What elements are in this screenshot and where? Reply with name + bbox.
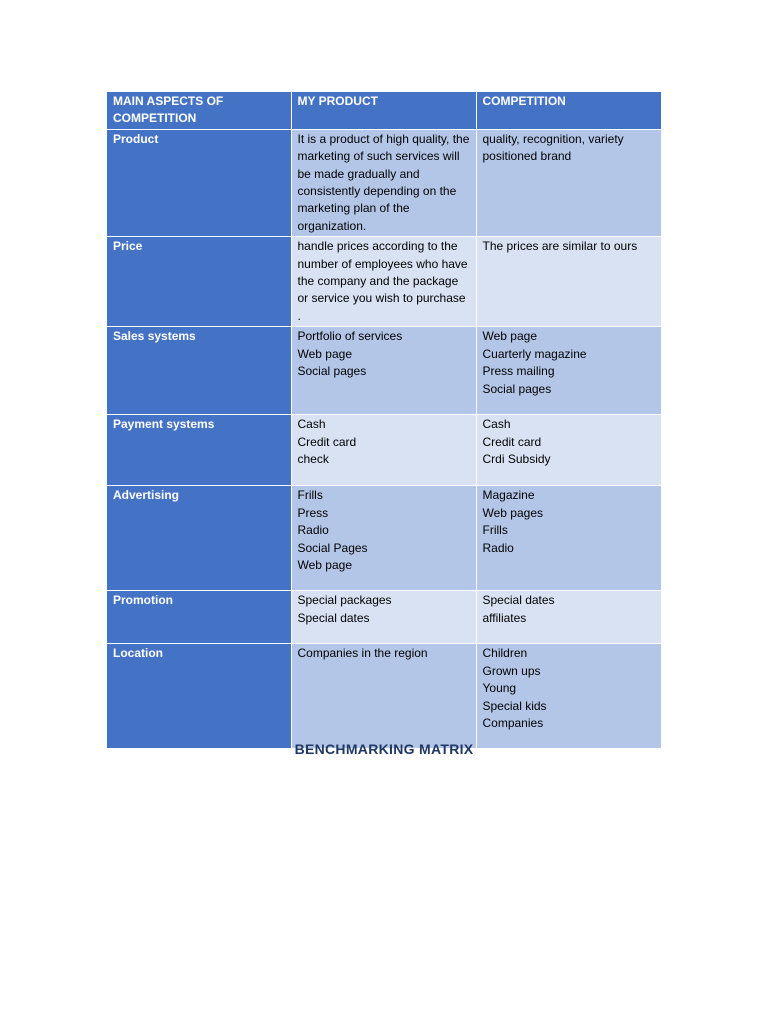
cell-line: Credit card xyxy=(297,434,357,449)
header-competition: COMPETITION xyxy=(476,92,661,129)
cell-line: Special kids xyxy=(482,698,547,713)
my-product-cell xyxy=(291,415,476,486)
my-product-cell xyxy=(291,237,476,327)
cell-line: Press mailing xyxy=(482,364,555,379)
cell-line: Companies xyxy=(482,715,544,730)
cell-line: Frills xyxy=(297,488,323,503)
competition-cell xyxy=(476,129,661,236)
table-row xyxy=(107,415,661,486)
aspect-cell: Price xyxy=(107,237,291,327)
aspect-cell: Advertising xyxy=(107,486,291,591)
my-product-cell xyxy=(291,327,476,415)
cell-line: check xyxy=(297,452,329,467)
cell-text: It is a product of high quality, the marketing of such services will be made gradually and consistently depending on the marketing plan of the organization. xyxy=(297,131,470,233)
table-row xyxy=(107,486,661,591)
aspect-cell: Payment systems xyxy=(107,415,291,486)
cell-line: Social pages xyxy=(297,364,367,379)
cell-line: Press xyxy=(297,505,329,520)
cell-line: Web pages xyxy=(482,505,543,520)
table-row xyxy=(107,644,661,749)
cell-line: Cuarterly magazine xyxy=(482,346,587,361)
table-row xyxy=(107,327,661,415)
cell-line: Web page xyxy=(482,329,537,344)
aspect-cell: Promotion xyxy=(107,591,291,644)
cell-text: The prices are similar to ours xyxy=(482,239,638,254)
cell-line: Credit card xyxy=(482,434,542,449)
benchmarking-matrix-table xyxy=(107,92,661,749)
my-product-cell xyxy=(291,129,476,236)
cell-line: Children xyxy=(482,646,528,661)
competition-cell xyxy=(476,486,661,591)
cell-line: Frills xyxy=(482,523,508,538)
competition-cell xyxy=(476,327,661,415)
cell-line: Crdi Subsidy xyxy=(482,452,551,467)
header-my-product: MY PRODUCT xyxy=(291,92,476,129)
cell-line: Magazine xyxy=(482,488,535,503)
cell-line: affiliates xyxy=(482,610,527,625)
cell-line: Radio xyxy=(297,523,329,538)
my-product-cell xyxy=(291,591,476,644)
cell-line: Grown ups xyxy=(482,663,541,678)
aspect-cell: Sales systems xyxy=(107,327,291,415)
competition-cell xyxy=(476,237,661,327)
table-row xyxy=(107,237,661,327)
cell-line: Young xyxy=(482,681,517,696)
cell-text: handle prices according to the number of employees who have the company and the package or service you wish to purchase . xyxy=(297,239,468,323)
table-row xyxy=(107,591,661,644)
competition-cell xyxy=(476,591,661,644)
cell-line: Cash xyxy=(297,417,326,432)
cell-line: Cash xyxy=(482,417,511,432)
cell-line: Special packages xyxy=(297,593,392,608)
aspect-cell: Location xyxy=(107,644,291,749)
cell-line: Companies in the region xyxy=(297,646,428,661)
table-caption: BENCHMARKING MATRIX xyxy=(294,741,474,757)
aspect-cell: Product xyxy=(107,129,291,236)
cell-line: Social Pages xyxy=(297,540,368,555)
cell-line: Special dates xyxy=(297,610,370,625)
cell-line: Web page xyxy=(297,346,352,361)
table-header-row xyxy=(107,92,661,129)
cell-line: Social pages xyxy=(482,381,552,396)
cell-line: Portfolio of services xyxy=(297,329,403,344)
table-row xyxy=(107,129,661,236)
my-product-cell xyxy=(291,644,476,749)
cell-line: Radio xyxy=(482,540,514,555)
cell-text: quality, recognition, variety positioned brand xyxy=(482,131,624,164)
cell-line: Special dates xyxy=(482,593,555,608)
competition-cell xyxy=(476,415,661,486)
my-product-cell xyxy=(291,486,476,591)
header-main-aspects: MAIN ASPECTS OF COMPETITION xyxy=(107,92,291,129)
cell-line: Web page xyxy=(297,557,352,572)
competition-cell xyxy=(476,644,661,749)
